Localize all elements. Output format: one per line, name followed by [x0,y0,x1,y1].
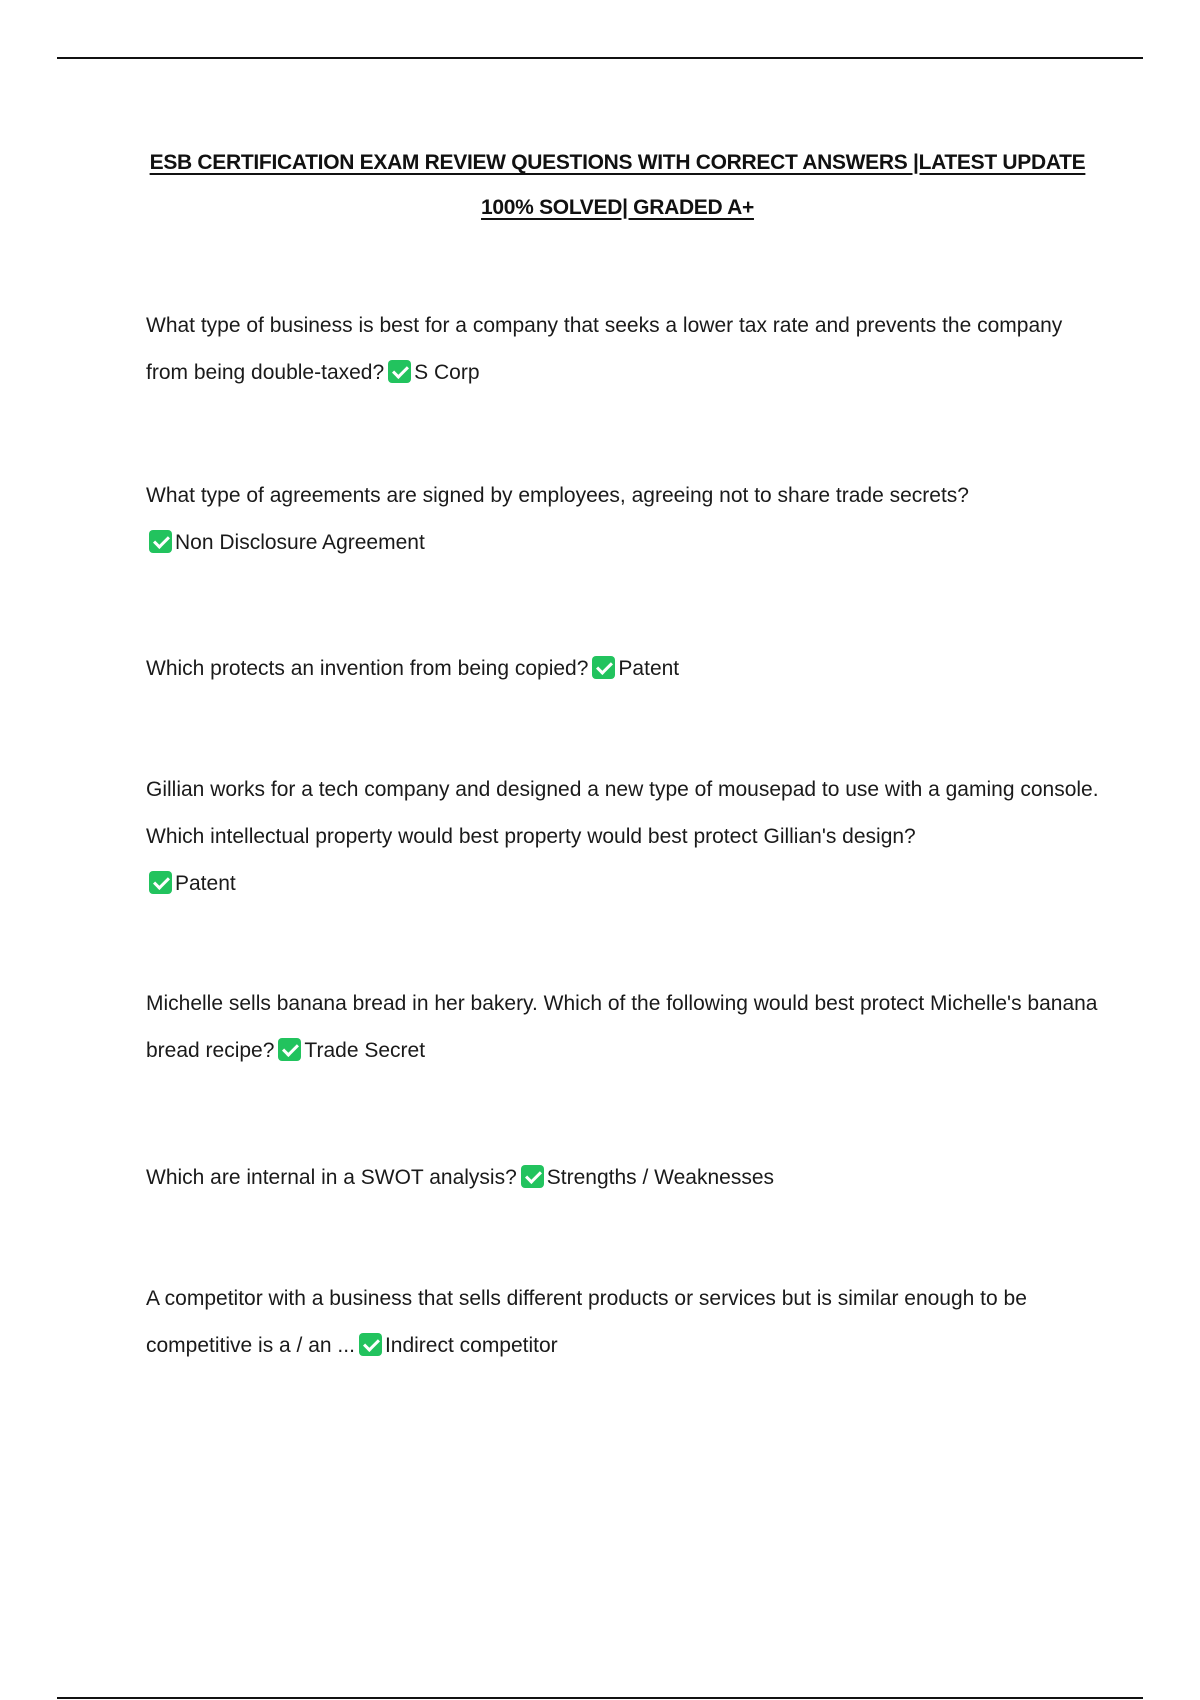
check-mark-icon [278,1038,301,1061]
title-line-1: ESB CERTIFICATION EXAM REVIEW QUESTIONS WITH CORRECT ANSWERS |LATEST UPDATE [149,151,1086,174]
bottom-rule [57,1697,1143,1699]
check-mark-icon [149,871,172,894]
check-mark-icon [388,360,411,383]
qa-item-4 [146,766,1106,907]
question-text: Michelle sells banana bread in her bakery. Which of the following would best protect Michelle's banana bread recipe? [146,992,1098,1062]
qa-item-7 [146,1275,1106,1369]
question-text: What type of business is best for a company that seeks a lower tax rate and prevents the company from being double-taxed? [146,314,1063,384]
title-line-2: 100% SOLVED| GRADED A+ [481,196,754,219]
top-rule [57,57,1143,59]
qa-item-5 [146,980,1106,1074]
document-title [120,140,1115,230]
answer-text: Patent [175,872,236,895]
answer-text: Patent [618,657,680,680]
question-text: Which protects an invention from being copied? [146,657,589,680]
check-mark-icon [149,530,172,553]
check-mark-icon [359,1333,382,1356]
answer-text: Trade Secret [304,1039,426,1062]
question-text: A competitor with a business that sells different products or services but is similar enough to be competitive is a / an ... [146,1287,1027,1357]
question-text: What type of agreements are signed by employees, agreeing not to share trade secrets? [146,484,969,507]
check-mark-icon [592,656,615,679]
answer-text: Non Disclosure Agreement [175,531,425,554]
answer-text: S Corp [414,361,480,384]
check-mark-icon [521,1165,544,1188]
question-text: Which are internal in a SWOT analysis? [146,1166,517,1189]
question-text: Gillian works for a tech company and designed a new type of mousepad to use with a gaming console. Which intellectual property would best property would best protect Gillian's design? [146,778,1099,848]
qa-item-6 [146,1154,1106,1201]
qa-item-1 [146,302,1106,396]
answer-text: Strengths / Weaknesses [546,1166,774,1189]
qa-item-2 [146,472,1106,566]
qa-item-3 [146,645,1106,692]
answer-text: Indirect competitor [384,1334,558,1357]
